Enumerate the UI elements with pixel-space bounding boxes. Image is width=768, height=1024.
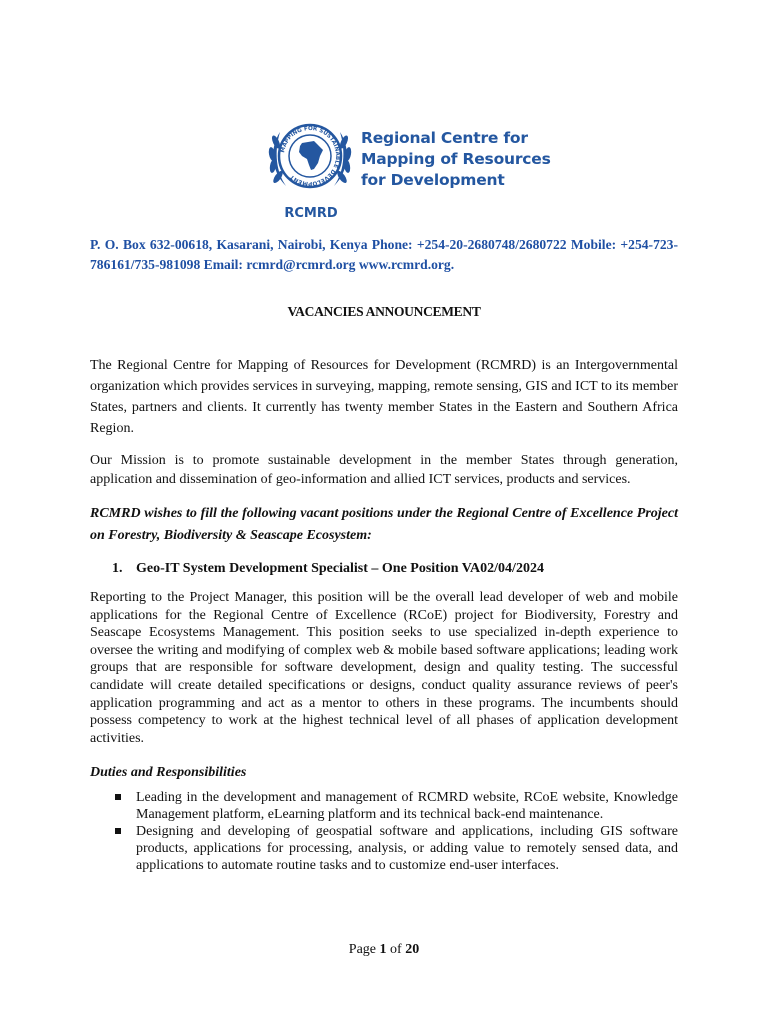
position-title: Geo-IT System Development Specialist – One Position VA02/04/2024 <box>136 561 544 576</box>
bullet-square-icon <box>115 794 121 800</box>
position-description: Reporting to the Project Manager, this position will be the overall lead developer of web and mobile applications for the Regional Centre of Excellence (RCoE) project for Biodiversity, Forestry and Seascape Ecosystems Management. This position seeks to use specialized in-depth experience to oversee the writing and modifying of complex web & mobile based software applications; leading work groups that are responsible for software development, design and quality testing. The successful candidate will create detailed specifications or designs, conduct quality assurance reviews of peer's application programming and act as a mentor to others in these programs. The incumbents should possess competency to work at the highest technical level of all phases of application development activities. <box>90 590 678 746</box>
rcmrd-logo <box>258 112 558 224</box>
duty-text: Leading in the development and management of RCMRD website, RCoE website, Knowledge Management platform, eLearning platform and its technical back-end maintenance. <box>136 790 678 822</box>
emblem-ring-text: MAPPING FOR SUSTAINABLE DEVELOPMENT <box>280 125 341 187</box>
org-name <box>361 128 561 191</box>
intro-paragraph: The Regional Centre for Mapping of Resources for Development (RCMRD) is an Intergovernmental organization which provides services in surveying, mapping, remote sensing, GIS and ICT to its member States, partners and clients. It currently has twenty member States in the Eastern and Southern Africa Region. <box>90 358 678 436</box>
org-name-line: Regional Centre for <box>361 129 528 147</box>
org-name-line: for Development <box>361 171 505 189</box>
page-current: 1 <box>379 942 387 957</box>
page-total: 20 <box>405 942 420 957</box>
org-abbreviation: RCMRD <box>284 206 338 221</box>
document-title: VACANCIES ANNOUNCEMENT <box>287 304 481 319</box>
duty-item <box>90 789 678 823</box>
position-heading <box>112 559 672 579</box>
duties-list <box>90 789 678 874</box>
page-label: Page <box>348 942 377 957</box>
contact-details: P. O. Box 632-00618, Kasarani, Nairobi, Kenya Phone: +254-20-2680748/2680722 Mobile: +254-723-786161/735-981098 Email: rcmrd@rcmrd.org www.rcmrd.org. <box>90 237 678 272</box>
page-of: of <box>390 942 402 957</box>
rcmrd-emblem-icon <box>260 112 360 202</box>
mission-paragraph: Our Mission is to promote sustainable development in the member States through generation, application and dissemination of geo-information and allied ICT services, products and services. <box>90 453 678 487</box>
page-number <box>90 942 678 958</box>
bullet-square-icon <box>115 828 121 834</box>
position-number: 1. <box>112 561 123 576</box>
duties-heading: Duties and Responsibilities <box>90 765 247 780</box>
duty-item <box>90 823 678 874</box>
vacancy-call-paragraph: RCMRD wishes to fill the following vacant positions under the Regional Centre of Excellence Project on Forestry, Biodiversity & Seascape Ecosystem: <box>90 506 678 543</box>
duty-text: Designing and developing of geospatial software and applications, including GIS software products, applications for processing, analysis, or adding value to remotely sensed data, and applications to automate routine tasks and to customize end-user interfaces. <box>136 824 678 873</box>
org-name-line: Mapping of Resources <box>361 150 551 168</box>
